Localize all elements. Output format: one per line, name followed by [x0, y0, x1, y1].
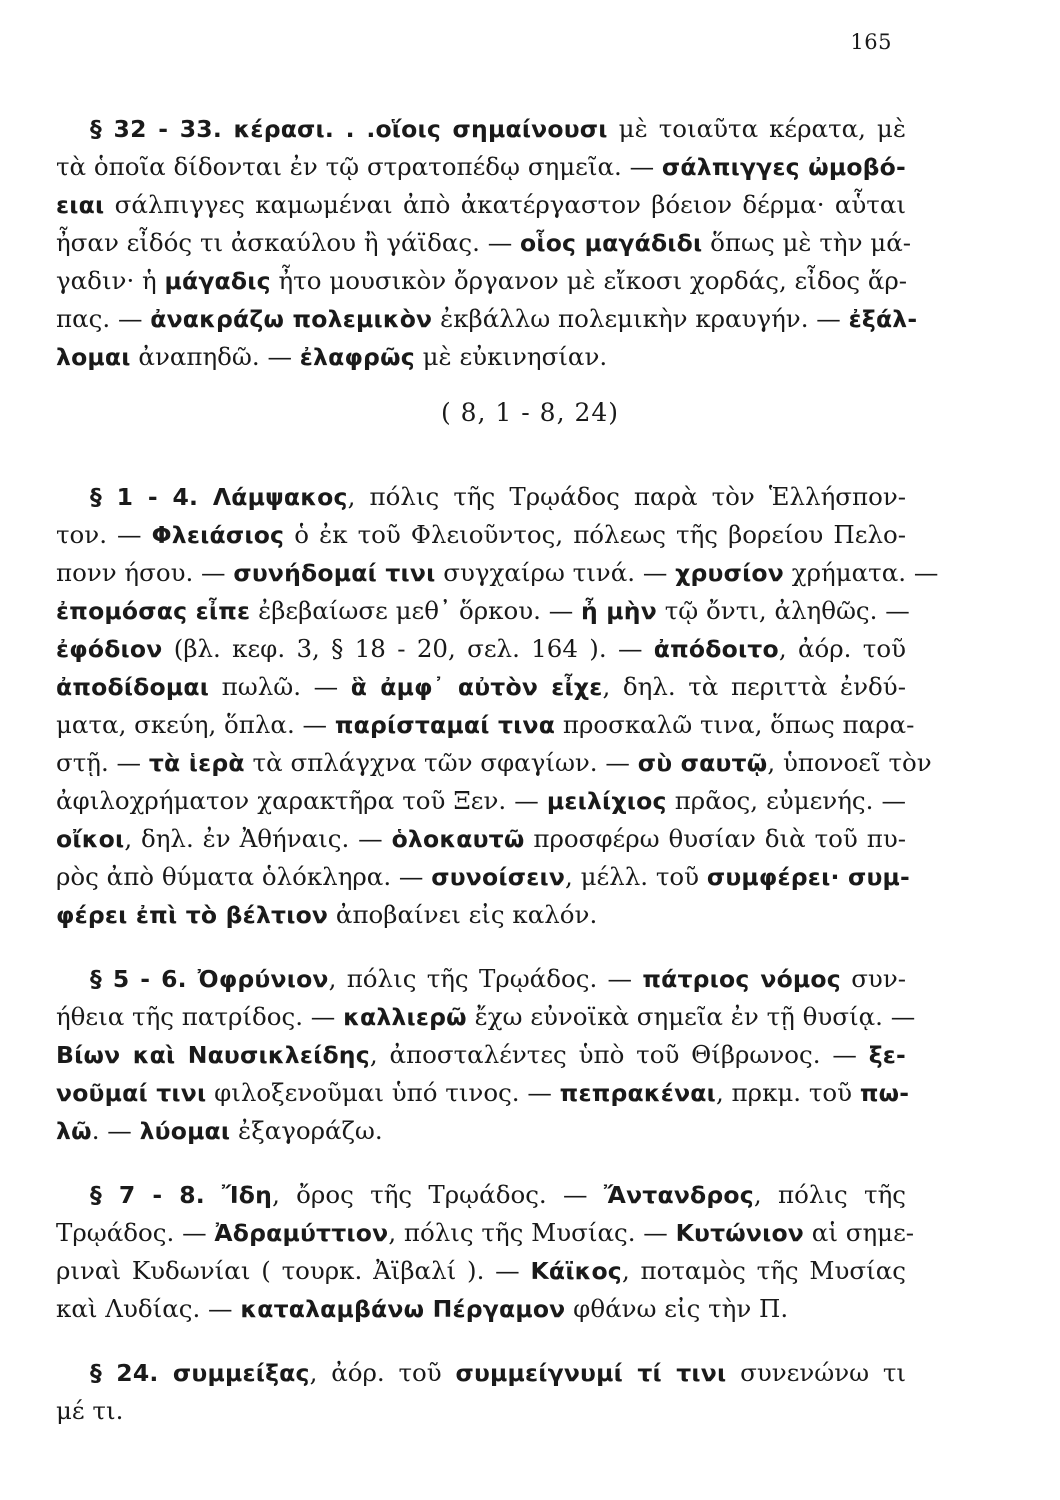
gloss-text: , δηλ. ἐν Ἀθήναις. —	[124, 824, 392, 853]
lemma-term: λῶ	[56, 1117, 92, 1145]
lemma-term: συνοίσειν	[431, 863, 566, 891]
lemma-term: ἐπομόσας εἶπε	[56, 597, 251, 625]
lemma-term: ἀνακράζω πολεμικὸν	[150, 305, 433, 333]
lemma-term: σάλπιγγες ὠμοβό-	[661, 153, 906, 181]
text-line	[56, 1000, 916, 1034]
gloss-text: , μέλλ. τοῦ	[565, 862, 707, 891]
gloss-text: , πόλις τῆς Μυσίας. —	[388, 1218, 676, 1247]
lemma-term: συνήδομαί τινι	[233, 559, 436, 587]
gloss-text: ἔχω εὐνοϊκὰ σημεῖα ἐν τῇ θυσίᾳ. —	[466, 1002, 916, 1031]
lemma-term: ἐλαφρῶς	[299, 343, 415, 371]
lemma-term: Κάϊκος	[530, 1257, 622, 1285]
text-line	[56, 556, 939, 590]
gloss-text: προσκαλῶ τινα, ὅπως παρα-	[555, 710, 915, 739]
lemma-term: λομαι	[56, 343, 131, 371]
text-line	[56, 518, 906, 552]
page-number: 165	[850, 30, 892, 54]
gloss-text: τὰ ὁποῖα δίδονται ἐν τῷ στρατοπέδῳ σημεῖα. —	[56, 152, 662, 181]
gloss-text: ὅπως μὲ τὴν μά-	[702, 228, 912, 257]
lemma-term: νοῦμαί τινι	[56, 1079, 207, 1107]
lemma-term: λύομαι	[139, 1117, 231, 1145]
text-line	[56, 1076, 910, 1110]
lemma-term: οἵοις σημαίνουσι	[375, 115, 608, 143]
text-line	[56, 670, 906, 704]
gloss-text: αἱ σημε-	[804, 1218, 915, 1247]
section-heading: ( 8, 1 - 8, 24)	[440, 398, 620, 427]
lemma-term: ἃ ἀμφ᾽ αὐτὸν εἶχε	[350, 673, 603, 701]
text-line	[56, 150, 906, 184]
gloss-text: πρᾶος, εὐμενής. —	[666, 786, 906, 815]
gloss-text: φιλοξενοῦμαι ὑπό τινος. —	[206, 1078, 560, 1107]
text-line	[56, 1254, 906, 1288]
gloss-text: τον. —	[56, 520, 152, 549]
gloss-text: ὁ ἐκ τοῦ Φλειοῦντος, πόλεως τῆς βορείου Πελο-	[284, 520, 907, 549]
gloss-text: ήθεια τῆς πατρίδος. —	[56, 1002, 344, 1031]
text-line	[56, 1216, 915, 1250]
lemma-term: πω-	[859, 1079, 910, 1107]
gloss-text: στῇ. —	[56, 748, 149, 777]
lemma-term: οἷος μαγάδιδι	[520, 229, 703, 257]
gloss-text: , πόλις τῆς	[753, 1180, 906, 1209]
lemma-term: § 32 - 33. κέρασι. . .	[90, 115, 376, 143]
text-line	[56, 898, 906, 932]
text-line	[56, 1114, 906, 1148]
gloss-text: , δηλ. τὰ περιττὰ ἐνδύ-	[602, 672, 906, 701]
gloss-text: , ἀόρ. τοῦ	[778, 634, 906, 663]
lemma-term: πάτριος νόμος	[642, 965, 841, 993]
lemma-term: ξε-	[868, 1041, 907, 1069]
gloss-text: ἀναπηδῶ. —	[130, 342, 300, 371]
lemma-term: § 24. συμμείξας	[90, 1359, 310, 1387]
gloss-text: γαδιν· ἡ	[56, 266, 165, 295]
text-line	[56, 708, 915, 742]
lemma-term: Ἀδραμύττιον	[214, 1219, 389, 1247]
gloss-text: ἀποβαίνει εἰς καλόν.	[328, 900, 598, 929]
lemma-term: συμμείγνυμί τί τινι	[455, 1359, 727, 1387]
gloss-text: τῷ ὄντι, ἀληθῶς. —	[656, 596, 910, 625]
text-line	[90, 962, 906, 996]
gloss-text: , ὑπονοεῖ τὸν	[767, 748, 932, 777]
lemma-term: φέρει ἐπὶ τὸ βέλτιον	[56, 901, 329, 929]
lemma-term: § 1 - 4. Λάμψακος	[90, 483, 348, 511]
text-line	[56, 822, 906, 856]
gloss-text: πωλῶ. —	[209, 672, 351, 701]
lemma-term: ἀποδίδομαι	[56, 673, 210, 701]
gloss-text: τὰ σπλάγχνα τῶν σφαγίων. —	[244, 748, 638, 777]
gloss-text: , ποταμὸς τῆς Μυσίας	[621, 1256, 906, 1285]
lemma-term: ἐφόδιον	[56, 635, 163, 663]
lemma-term: ἦ μὴν	[581, 597, 657, 625]
gloss-text: μὲ εὐκινησίαν.	[414, 342, 608, 371]
gloss-text: ἐξαγοράζω.	[230, 1116, 383, 1145]
text-line	[56, 340, 906, 374]
text-line	[56, 746, 932, 780]
gloss-text: , πρκμ. τοῦ	[715, 1078, 860, 1107]
gloss-text: σάλπιγγες καμωμέναι ἀπὸ ἀκατέργαστον βόειον δέρμα· αὗται	[104, 190, 906, 219]
lemma-term: ὁλοκαυτῶ	[391, 825, 525, 853]
gloss-text: μέ τι.	[56, 1396, 124, 1425]
text-line	[56, 1292, 906, 1326]
text-line	[56, 860, 910, 894]
lemma-term: Φλειάσιος	[151, 521, 285, 549]
lemma-term: σὺ σαυτῷ	[637, 749, 768, 777]
text-line	[56, 1394, 906, 1428]
text-line	[56, 632, 906, 666]
text-line	[90, 112, 906, 146]
text-line	[56, 264, 906, 298]
gloss-text: , πόλις τῆς Τρῳάδος. —	[328, 964, 643, 993]
lemma-term: § 5 - 6. Ὀφρύνιον	[90, 965, 329, 993]
text-line	[56, 784, 906, 818]
lemma-term: παρίσταμαί τινα	[334, 711, 556, 739]
lemma-term: ειαι	[56, 191, 105, 219]
lemma-term: πεπρακέναι	[559, 1079, 716, 1107]
text-line	[90, 480, 906, 514]
gloss-text: ριναὶ Κυδωνίαι ( τουρκ. Ἀϊβαλί ). —	[56, 1256, 531, 1285]
gloss-text: , πόλις τῆς Τρῳάδος παρὰ τὸν Ἑλλήσπον-	[347, 482, 906, 511]
lemma-term: τὰ ἱερὰ	[148, 749, 245, 777]
text-line	[90, 1178, 906, 1212]
gloss-text: ἦτο μουσικὸν ὄργανον μὲ εἴκοσι χορδάς, εἶδος ἅρ-	[270, 266, 908, 295]
lemma-term: συμφέρει· συμ-	[706, 863, 910, 891]
lemma-term: χρυσίον	[675, 559, 784, 587]
lemma-term: μάγαδις	[164, 267, 271, 295]
gloss-text: συν-	[840, 964, 906, 993]
lemma-term: ἐξάλ-	[848, 305, 918, 333]
gloss-text: πας. —	[56, 304, 151, 333]
gloss-text: , ἀόρ. τοῦ	[309, 1358, 456, 1387]
text-line	[56, 1038, 906, 1072]
gloss-text: χρήματα. —	[784, 558, 939, 587]
lemma-term: ἀπόδοιτο	[653, 635, 779, 663]
gloss-text: , ἀποσταλέντες ὑπὸ τοῦ Θίβρωνος. —	[369, 1040, 869, 1069]
gloss-text: καὶ Λυδίας. —	[56, 1294, 241, 1323]
lemma-term: Βίων καὶ Ναυσικλείδης	[56, 1041, 370, 1069]
gloss-text: συνενώνω τι	[726, 1358, 906, 1387]
gloss-text: συγχαίρω τινά. —	[435, 558, 676, 587]
lemma-term: Ἄντανδρος	[603, 1181, 754, 1209]
gloss-text: ἀφιλοχρήματον χαρακτῆρα τοῦ Ξεν. —	[56, 786, 547, 815]
text-line	[56, 188, 906, 222]
gloss-text: ἦσαν εἶδός τι ἀσκαύλου ἢ γάϊδας. —	[56, 228, 521, 257]
gloss-text: προσφέρω θυσίαν διὰ τοῦ πυ-	[524, 824, 906, 853]
gloss-text: Τρῳάδος. —	[56, 1218, 215, 1247]
gloss-text: ἐβεβαίωσε μεθ᾽ ὅρκου. —	[250, 596, 581, 625]
gloss-text: μὲ τοιαῦτα κέρατα, μὲ	[607, 114, 907, 143]
lemma-term: οἴκοι	[56, 825, 125, 853]
lemma-term: καλλιερῶ	[343, 1003, 467, 1031]
lemma-term: Κυτώνιον	[675, 1219, 805, 1247]
gloss-text: ρὸς ἀπὸ θύματα ὁλόκληρα. —	[56, 862, 432, 891]
gloss-text: ἐκβάλλω πολεμικὴν κραυγήν. —	[432, 304, 849, 333]
gloss-text: (βλ. κεφ. 3, § 18 - 20, σελ. 164 ). —	[162, 634, 654, 663]
gloss-text: φθάνω εἰς τὴν Π.	[565, 1294, 789, 1323]
text-line	[56, 302, 918, 336]
gloss-text: πονν ήσου. —	[56, 558, 234, 587]
lemma-term: καταλαμβάνω Πέργαμον	[240, 1295, 566, 1323]
text-line	[90, 1356, 906, 1390]
gloss-text: . —	[91, 1116, 140, 1145]
lemma-term: μειλίχιος	[546, 787, 667, 815]
gloss-text: , ὄρος τῆς Τρῳάδος. —	[272, 1180, 604, 1209]
gloss-text: ματα, σκεύη, ὅπλα. —	[56, 710, 335, 739]
text-line	[56, 226, 912, 260]
text-line	[56, 594, 910, 628]
lemma-term: § 7 - 8. Ἴδη	[90, 1181, 273, 1209]
